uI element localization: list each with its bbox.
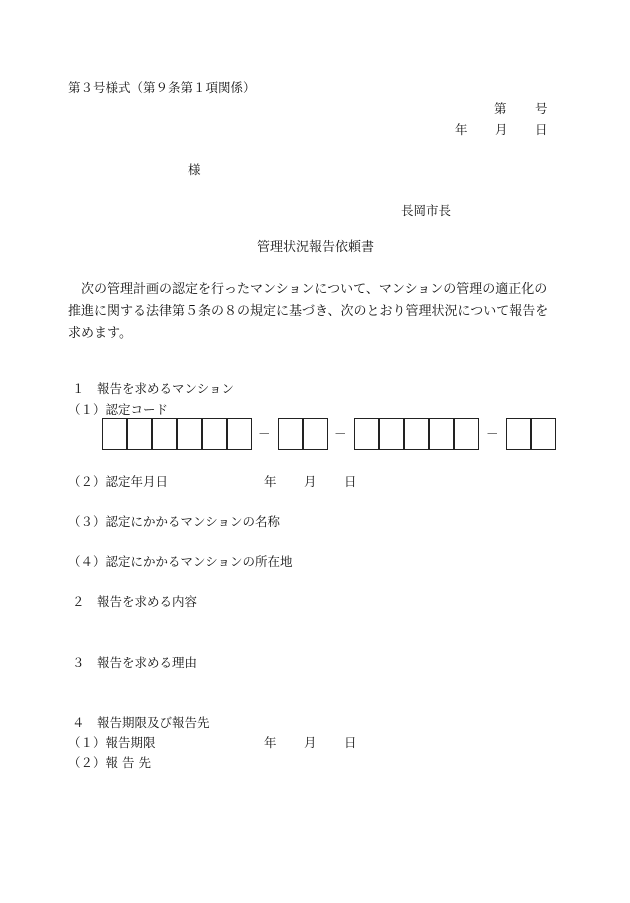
body-line-2: 推進に関する法律第５条の８の規定に基づき、次のとおり管理状況について報告を — [68, 304, 549, 319]
code-digit-box[interactable] — [354, 418, 379, 450]
code-digit-box[interactable] — [227, 418, 252, 450]
certification-date-month: 月 — [304, 474, 317, 489]
code-digit-box[interactable] — [531, 418, 556, 450]
addressee-honorific: 様 — [188, 162, 201, 177]
document-number-prefix: 第 — [494, 101, 507, 116]
section-1-heading: １ 報告を求めるマンション — [72, 381, 234, 396]
code-digit-box[interactable] — [454, 418, 479, 450]
body-line-1: 次の管理計画の認定を行ったマンションについて、マンションの管理の適正化の — [68, 282, 548, 297]
code-digit-box[interactable] — [152, 418, 177, 450]
code-digit-box[interactable] — [303, 418, 328, 450]
report-deadline-label: （１）報告期限 — [68, 735, 156, 750]
code-digit-box[interactable] — [404, 418, 429, 450]
code-digit-box[interactable] — [127, 418, 152, 450]
issue-date-year: 年 — [455, 122, 468, 137]
certification-date-year: 年 — [264, 474, 277, 489]
code-separator: － — [486, 426, 499, 441]
issuer-name: 長岡市長 — [401, 203, 452, 218]
code-digit-box[interactable] — [102, 418, 127, 450]
code-digit-box[interactable] — [506, 418, 531, 450]
issue-date-month: 月 — [495, 122, 508, 137]
certification-date-label: （２）認定年月日 — [68, 474, 169, 489]
code-separator: － — [258, 426, 271, 441]
report-deadline-year: 年 — [264, 735, 277, 750]
certification-date-day: 日 — [344, 474, 357, 489]
code-digit-box[interactable] — [202, 418, 227, 450]
code-separator: － — [334, 426, 347, 441]
section-2-heading: ２ 報告を求める内容 — [72, 594, 198, 609]
section-3-heading: ３ 報告を求める理由 — [72, 655, 198, 670]
code-digit-box[interactable] — [379, 418, 404, 450]
document-title: 管理状況報告依頼書 — [257, 240, 375, 255]
body-paragraph — [68, 279, 564, 345]
form-label: 第３号様式（第９条第１項関係） — [68, 80, 256, 95]
report-destination-label: （２）報 告 先 — [68, 755, 151, 770]
code-digit-box[interactable] — [177, 418, 202, 450]
code-digit-box[interactable] — [429, 418, 454, 450]
report-deadline-month: 月 — [304, 735, 317, 750]
code-digit-box[interactable] — [278, 418, 303, 450]
mansion-address-label: （４）認定にかかるマンションの所在地 — [68, 554, 293, 569]
section-4-heading: ４ 報告期限及び報告先 — [72, 715, 210, 730]
certification-code-label: （１）認定コード — [68, 402, 169, 417]
issue-date-day: 日 — [535, 122, 548, 137]
report-deadline-day: 日 — [344, 735, 357, 750]
mansion-name-label: （３）認定にかかるマンションの名称 — [68, 514, 280, 529]
document-number-suffix: 号 — [535, 101, 548, 116]
body-line-3: 求めます。 — [68, 326, 132, 341]
